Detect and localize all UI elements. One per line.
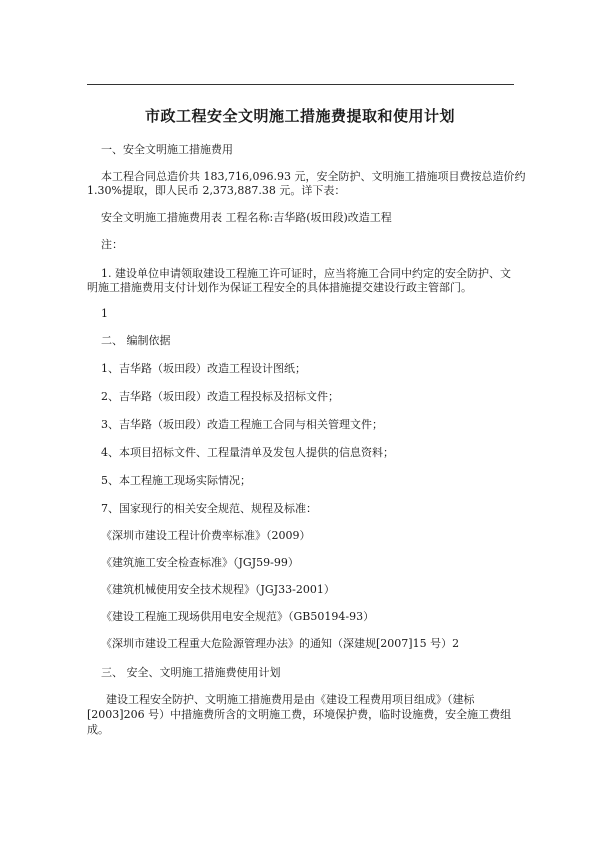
standard-item: 《建筑施工安全检查标准》（JGJ59-99）	[101, 556, 299, 569]
header-rule	[87, 84, 514, 85]
page-number: 1	[101, 307, 108, 320]
para3-line1: 建设工程安全防护、文明施工措施费用是由《建设工程费用项目组成》（建标	[106, 693, 475, 706]
para3-line3: 成。	[87, 723, 109, 736]
standard-item: 《深圳市建设工程重大危险源管理办法》的通知（深建规[2007]15 号）2	[101, 637, 460, 650]
section2-heading: 二、 编制依据	[101, 334, 171, 347]
note1-line1: 1. 建设单位申请领取建设工程施工许可证时，应当将施工合同中约定的安全防护、文	[101, 267, 511, 280]
note-label: 注：	[101, 238, 123, 251]
document-title: 市政工程安全文明施工措施费提取和使用计划	[144, 107, 455, 125]
basis-item: 7、国家现行的相关安全规范、规程及标准：	[101, 502, 317, 515]
basis-item: 2、吉华路（坂田段）改造工程投标及招标文件；	[101, 390, 339, 403]
para1-line2: 1.30%提取，即人民币 2,373,887.38 元。详下表：	[87, 184, 346, 197]
note1-line2: 明施工措施费用支付计划作为保证工程安全的具体措施提交建设行政主管部门。	[87, 281, 472, 294]
section1-heading: 一、安全文明施工措施费用	[101, 143, 233, 156]
basis-item: 4、本项目招标文件、工程量清单及发包人提供的信息资料；	[101, 446, 394, 459]
standard-item: 《深圳市建设工程计价费率标准》（2009）	[101, 529, 311, 542]
standard-item: 《建筑机械使用安全技术规程》（JGJ33-2001）	[101, 583, 335, 596]
para3-line2: [2003]206 号）中措施费所含的文明施工费，环境保护费，临时设施费，安全施工费组	[87, 708, 512, 721]
basis-item: 1、吉华路（坂田段）改造工程设计图纸；	[101, 362, 306, 375]
table-caption: 安全文明施工措施费用表 工程名称:吉华路(坂田段)改造工程	[101, 211, 392, 224]
section3-heading: 三、 安全、文明施工措施费使用计划	[101, 666, 281, 679]
para1-line1: 本工程合同总造价共 183,716,096.93 元，安全防护、文明施工措施项目费按总造价约	[101, 170, 526, 183]
basis-item: 5、本工程施工现场实际情况；	[101, 474, 251, 487]
standard-item: 《建设工程施工现场供用电安全规范》（GB50194-93）	[101, 610, 375, 623]
basis-item: 3、吉华路（坂田段）改造工程施工合同与相关管理文件；	[101, 418, 383, 431]
